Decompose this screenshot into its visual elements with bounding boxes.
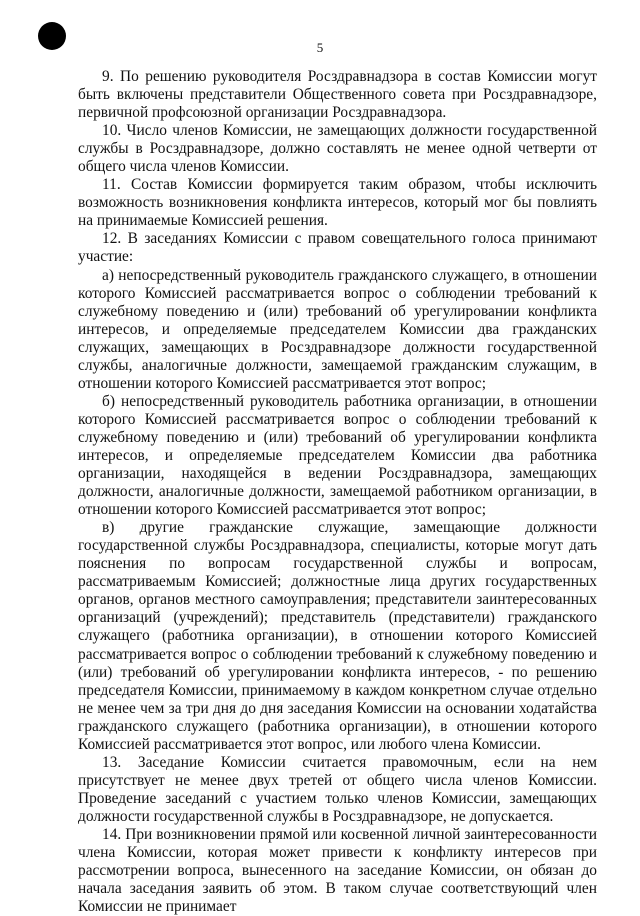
paragraph-12-b: б) непосредственный руководитель работника организации, в отношении которого Комиссией рассматривается вопрос о соблюдении требований к служебному поведению и (или) требований об урегулировании конфликта интересов, и определяемые председателем Комиссии два работника организации, находящейся в ведении Росздравнадзора, замещающих должности, аналогичные должности, замещаемой работником организации, в отношении которого Комиссией рассматривается этот вопрос;	[78, 392, 597, 519]
paragraph-12: 12. В заседаниях Комиссии с правом совещательного голоса принимают участие:	[78, 230, 597, 266]
paragraph-11: 11. Состав Комиссии формируется таким образом, чтобы исключить возможность возникновения конфликта интересов, который мог бы повлиять на принимаемые Комиссией решения.	[78, 176, 597, 230]
paragraph-10: 10. Число членов Комиссии, не замещающих должности государственной службы в Росздравнадзоре, должно составлять не менее одной четверти от общего числа членов Комиссии.	[78, 122, 597, 176]
paragraph-9: 9. По решению руководителя Росздравнадзора в состав Комиссии могут быть включены представители Общественного совета при Росздравнадзоре, первичной профсоюзной организации Росздравнадзора.	[78, 68, 597, 122]
page-number: 5	[316, 40, 324, 55]
document-body	[78, 68, 597, 916]
paragraph-14: 14. При возникновении прямой или косвенной личной заинтересованности члена Комиссии, которая может привести к конфликту интересов при рассмотрении вопроса, вынесенного на заседание Комиссии, он обязан до начала заседания заявить об этом. В таком случае соответствующий член Комиссии не принимает	[78, 825, 597, 916]
paragraph-12-v: в) другие гражданские служащие, замещающие должности государственной службы Росздравнадзора, специалисты, которые могут дать пояснения по вопросам государственной службы и вопросам, рассматриваемым Комиссией; должностные лица других государственных органов, органов местного самоуправления; представители заинтересованных организаций (учреждений); представитель (представители) гражданского служащего (работника организации), в отношении которого Комиссией рассматривается вопрос о соблюдении требований к служебному поведению и (или) требований об урегулировании конфликта интересов, - по решению председателя Комиссии, принимаемому в каждом конкретном случае отдельно не менее чем за три дня до дня заседания Комиссии на основании ходатайства гражданского служащего (работника организации), в отношении которого Комиссией рассматривается этот вопрос, или любого члена Комиссии.	[78, 519, 597, 753]
paragraph-13: 13. Заседание Комиссии считается правомочным, если на нем присутствует не менее двух третей от общего числа членов Комиссии. Проведение заседаний с участием только членов Комиссии, замещающих должности государственной службы в Росздравнадзоре, не допускается.	[78, 753, 597, 825]
paragraph-12-a: а) непосредственный руководитель гражданского служащего, в отношении которого Комиссией рассматривается вопрос о соблюдении требований к служебному поведению и (или) требований об урегулировании конфликта интересов, и определяемые председателем Комиссии два гражданских служащих, замещающих в Росздравнадзоре должности государственной службы, аналогичные должности, замещаемой гражданским служащим, в отношении которого Комиссией рассматривается этот вопрос;	[78, 266, 597, 392]
